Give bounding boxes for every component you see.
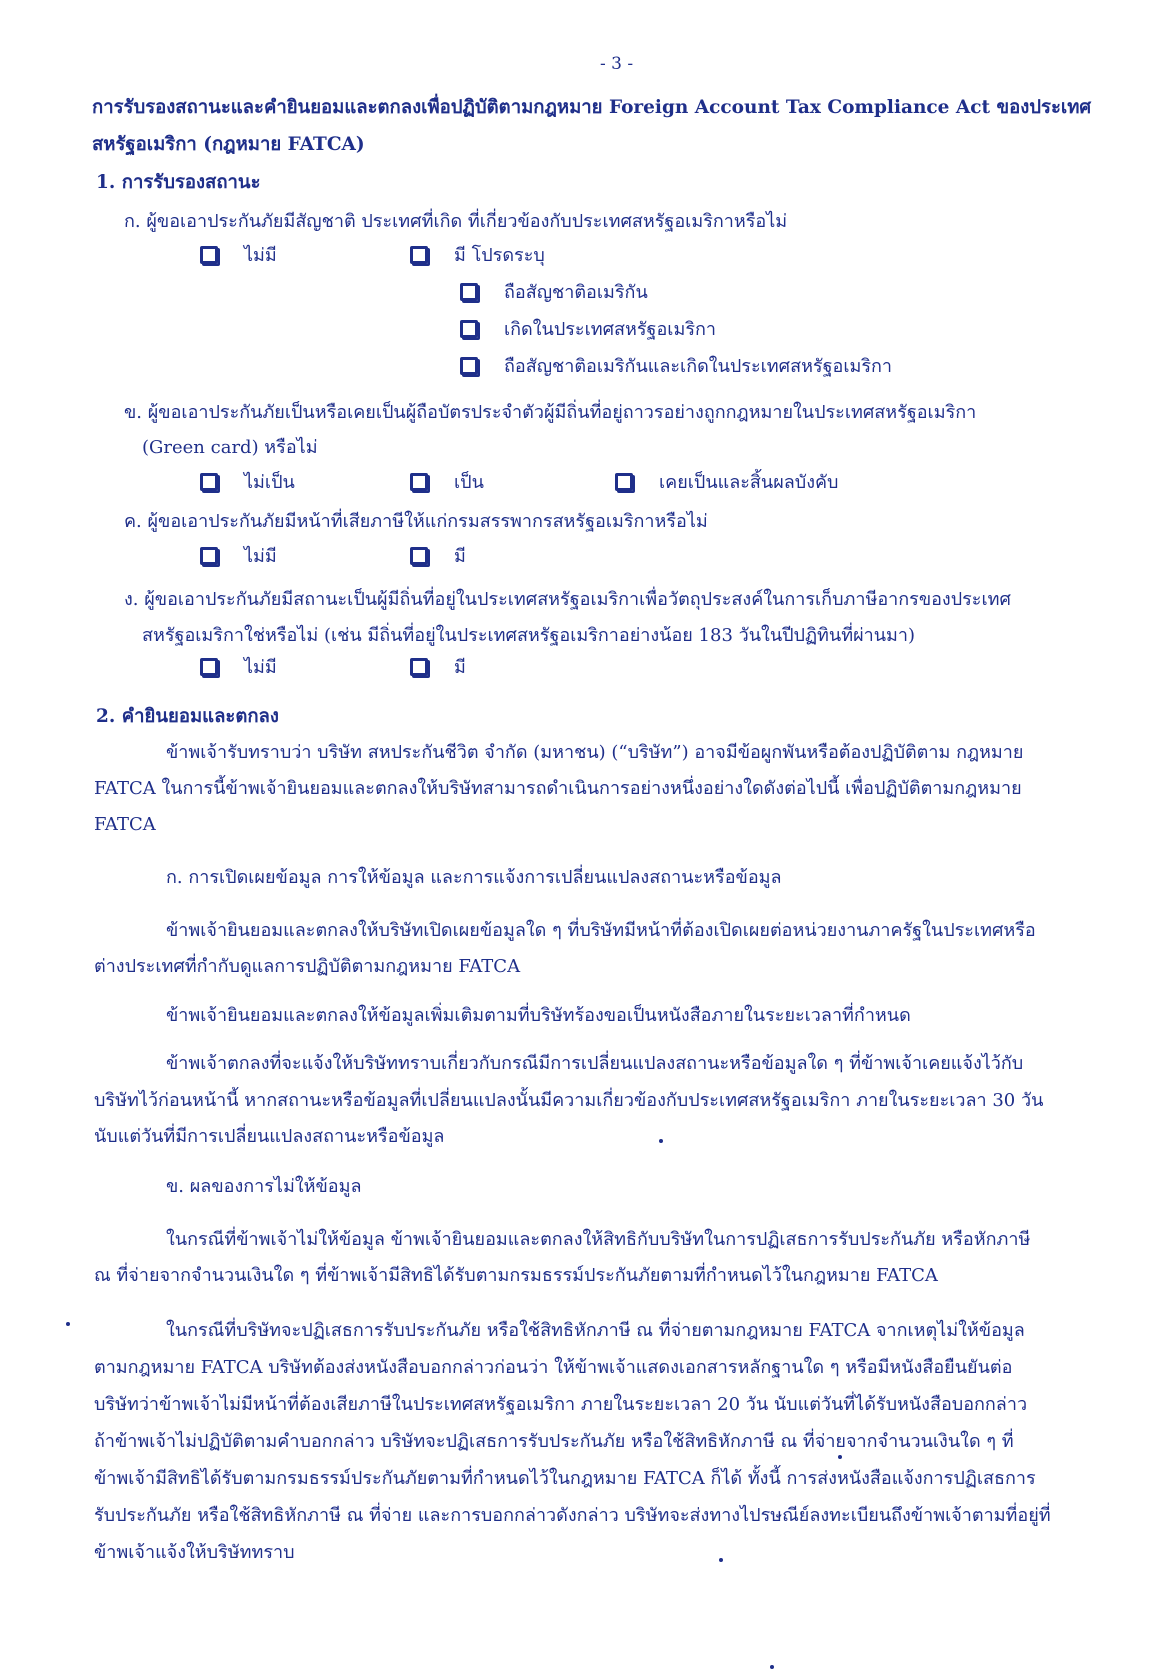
checkbox-a-yes[interactable] xyxy=(410,246,428,264)
option-b-3-label: เคยเป็นและสิ้นผลบังคับ xyxy=(659,472,839,493)
scan-speck xyxy=(770,1665,774,1669)
checkbox-c-no[interactable] xyxy=(200,547,218,565)
question-b-line2: (Green card) หรือไม่ xyxy=(142,437,318,458)
option-b-1[interactable] xyxy=(200,467,295,496)
p3-line1: ข้าพเจ้าตกลงที่จะแจ้งให้บริษัททราบเกี่ยวกับกรณีมีการเปลี่ยนแปลงสถานะหรือข้อมูลใด ๆ ที่ข้าพเจ้าเคยแจ้งไว้กับ xyxy=(166,1053,1024,1074)
question-d-line1: ง. ผู้ขอเอาประกันภัยมีสถานะเป็นผู้มีถิ่นที่อยู่ในประเทศสหรัฐอเมริกาเพื่อวัตถุประสงค์ในการเก็บภาษีอากรของประเทศ xyxy=(124,589,1011,610)
option-c-no-label: ไม่มี xyxy=(244,546,277,567)
option-a-sub3-label: ถือสัญชาติอเมริกันและเกิดในประเทศสหรัฐอเมริกา xyxy=(504,356,893,377)
checkbox-d-yes[interactable] xyxy=(410,658,428,676)
checkbox-a-sub2[interactable] xyxy=(460,320,478,338)
checkbox-b-1[interactable] xyxy=(200,473,218,491)
option-b-2-label: เป็น xyxy=(454,472,484,493)
checkbox-a-sub3[interactable] xyxy=(460,357,478,375)
checkbox-a-no[interactable] xyxy=(200,246,218,264)
p5-line4: ถ้าข้าพเจ้าไม่ปฏิบัติตามคำบอกกล่าว บริษัทจะปฏิเสธการรับประกันภัย หรือใช้สิทธิหักภาษี ณ ที่จ่ายจากจำนวนเงินใด ๆ ที่ xyxy=(94,1431,1014,1452)
intro-line2: FATCA ในการนี้ข้าพเจ้ายินยอมและตกลงให้บริษัทสามารถดำเนินการอย่างหนึ่งอย่างใดดังต่อไปนี้ เพื่อปฏิบัติตามกฎหมาย xyxy=(94,778,1022,799)
section1-heading: 1. การรับรองสถานะ xyxy=(96,172,261,193)
question-c: ค. ผู้ขอเอาประกันภัยมีหน้าที่เสียภาษีให้แก่กรมสรรพากรสหรัฐอเมริกาหรือไม่ xyxy=(124,511,708,532)
document-title-line2: สหรัฐอเมริกา (กฎหมาย FATCA) xyxy=(92,134,365,155)
scan-speck xyxy=(66,1322,70,1326)
option-d-no[interactable] xyxy=(200,652,277,681)
p5-line6: รับประกันภัย หรือใช้สิทธิหักภาษี ณ ที่จ่าย และการบอกกล่าวดังกล่าว บริษัทจะส่งทางไปรษณีย์ลงทะเบียนถึงข้าพเจ้าตามที่อยู่ที่ xyxy=(94,1505,1051,1526)
p3-line2: บริษัทไว้ก่อนหน้านี้ หากสถานะหรือข้อมูลที่เปลี่ยนแปลงนั้นมีความเกี่ยวข้องกับประเทศสหรัฐอเมริกา ภายในระยะเวลา 30 วัน xyxy=(94,1090,1044,1111)
subsection-a-heading: ก. การเปิดเผยข้อมูล การให้ข้อมูล และการแจ้งการเปลี่ยนแปลงสถานะหรือข้อมูล xyxy=(166,867,782,888)
option-c-yes[interactable] xyxy=(410,541,466,570)
intro-line1: ข้าพเจ้ารับทราบว่า บริษัท สหประกันชีวิต จำกัด (มหาชน) (“บริษัท”) อาจมีข้อผูกพันหรือต้องปฏิบัติตาม กฎหมาย xyxy=(166,742,1024,763)
p4-line1: ในกรณีที่ข้าพเจ้าไม่ให้ข้อมูล ข้าพเจ้ายินยอมและตกลงให้สิทธิกับบริษัทในการปฏิเสธการรับประกันภัย หรือหักภาษี xyxy=(166,1229,1031,1250)
p5-line1: ในกรณีที่บริษัทจะปฏิเสธการรับประกันภัย หรือใช้สิทธิหักภาษี ณ ที่จ่ายตามกฎหมาย FATCA จากเหตุไม่ให้ข้อมูล xyxy=(166,1320,1025,1341)
option-b-2[interactable] xyxy=(410,467,484,496)
option-a-yes[interactable] xyxy=(410,240,545,269)
option-b-1-label: ไม่เป็น xyxy=(244,472,295,493)
option-a-sub1[interactable] xyxy=(460,277,648,306)
option-a-no-label: ไม่มี xyxy=(244,245,277,266)
option-a-sub2[interactable] xyxy=(460,314,716,343)
option-a-sub1-label: ถือสัญชาติอเมริกัน xyxy=(504,282,648,303)
question-d-line2: สหรัฐอเมริกาใช่หรือไม่ (เช่น มีถิ่นที่อยู่ในประเทศสหรัฐอเมริกาอย่างน้อย 183 วันในปีปฏิทินที่ผ่านมา) xyxy=(142,625,916,646)
checkbox-b-3[interactable] xyxy=(615,473,633,491)
page-number: - 3 - xyxy=(600,54,634,74)
checkbox-b-2[interactable] xyxy=(410,473,428,491)
scan-speck xyxy=(719,1558,723,1562)
p3-line3: นับแต่วันที่มีการเปลี่ยนแปลงสถานะหรือข้อมูล xyxy=(94,1126,445,1147)
question-a: ก. ผู้ขอเอาประกันภัยมีสัญชาติ ประเทศที่เกิด ที่เกี่ยวข้องกับประเทศสหรัฐอเมริกาหรือไม่ xyxy=(124,211,788,232)
checkbox-d-no[interactable] xyxy=(200,658,218,676)
option-a-sub3[interactable] xyxy=(460,351,892,380)
p5-line2: ตามกฎหมาย FATCA บริษัทต้องส่งหนังสือบอกกล่าวก่อนว่า ให้ข้าพเจ้าแสดงเอกสารหลักฐานใด ๆ หรือมีหนังสือยืนยันต่อ xyxy=(94,1357,1013,1378)
p1-line1: ข้าพเจ้ายินยอมและตกลงให้บริษัทเปิดเผยข้อมูลใด ๆ ที่บริษัทมีหน้าที่ต้องเปิดเผยต่อหน่วยงานภาครัฐในประเทศหรือ xyxy=(166,920,1036,941)
scan-speck xyxy=(838,1455,842,1459)
subsection-b-heading: ข. ผลของการไม่ให้ข้อมูล xyxy=(166,1176,362,1197)
p2: ข้าพเจ้ายินยอมและตกลงให้ข้อมูลเพิ่มเติมตามที่บริษัทร้องขอเป็นหนังสือภายในระยะเวลาที่กำหนด xyxy=(166,1005,911,1026)
p5-line3: บริษัทว่าข้าพเจ้าไม่มีหน้าที่ต้องเสียภาษีในประเทศสหรัฐอเมริกา ภายในระยะเวลา 20 วัน นับแต่วันที่ได้รับหนังสือบอกกล่าว xyxy=(94,1394,1028,1415)
scan-speck xyxy=(659,1139,663,1143)
question-b-line1: ข. ผู้ขอเอาประกันภัยเป็นหรือเคยเป็นผู้ถือบัตรประจำตัวผู้มีถิ่นที่อยู่ถาวรอย่างถูกกฎหมายในประเทศสหรัฐอเมริกา xyxy=(124,402,977,423)
option-d-no-label: ไม่มี xyxy=(244,657,277,678)
option-c-no[interactable] xyxy=(200,541,277,570)
checkbox-a-sub1[interactable] xyxy=(460,283,478,301)
p5-line5: ข้าพเจ้ามีสิทธิได้รับตามกรมธรรม์ประกันภัยตามที่กำหนดไว้ในกฎหมาย FATCA ก็ได้ ทั้งนี้ การส่งหนังสือแจ้งการปฏิเสธการ xyxy=(94,1468,1036,1489)
section2-heading: 2. คำยินยอมและตกลง xyxy=(96,706,279,727)
document-title-line1: การรับรองสถานะและคำยินยอมและตกลงเพื่อปฏิบัติตามกฎหมาย Foreign Account Tax Compliance Act ของประเทศ xyxy=(92,97,1092,118)
option-d-yes-label: มี xyxy=(454,657,466,678)
p4-line2: ณ ที่จ่ายจากจำนวนเงินใด ๆ ที่ข้าพเจ้ามีสิทธิได้รับตามกรมธรรม์ประกันภัยตามที่กำหนดไว้ในกฎหมาย FATCA xyxy=(94,1265,938,1286)
option-d-yes[interactable] xyxy=(410,652,466,681)
intro-line3: FATCA xyxy=(94,814,156,835)
checkbox-c-yes[interactable] xyxy=(410,547,428,565)
option-b-3[interactable] xyxy=(615,467,838,496)
p5-line7: ข้าพเจ้าแจ้งให้บริษัททราบ xyxy=(94,1542,295,1563)
option-c-yes-label: มี xyxy=(454,546,466,567)
option-a-yes-label: มี โปรดระบุ xyxy=(454,245,545,266)
option-a-sub2-label: เกิดในประเทศสหรัฐอเมริกา xyxy=(504,319,716,340)
option-a-no[interactable] xyxy=(200,240,277,269)
p1-line2: ต่างประเทศที่กำกับดูแลการปฏิบัติตามกฎหมาย FATCA xyxy=(94,956,521,977)
